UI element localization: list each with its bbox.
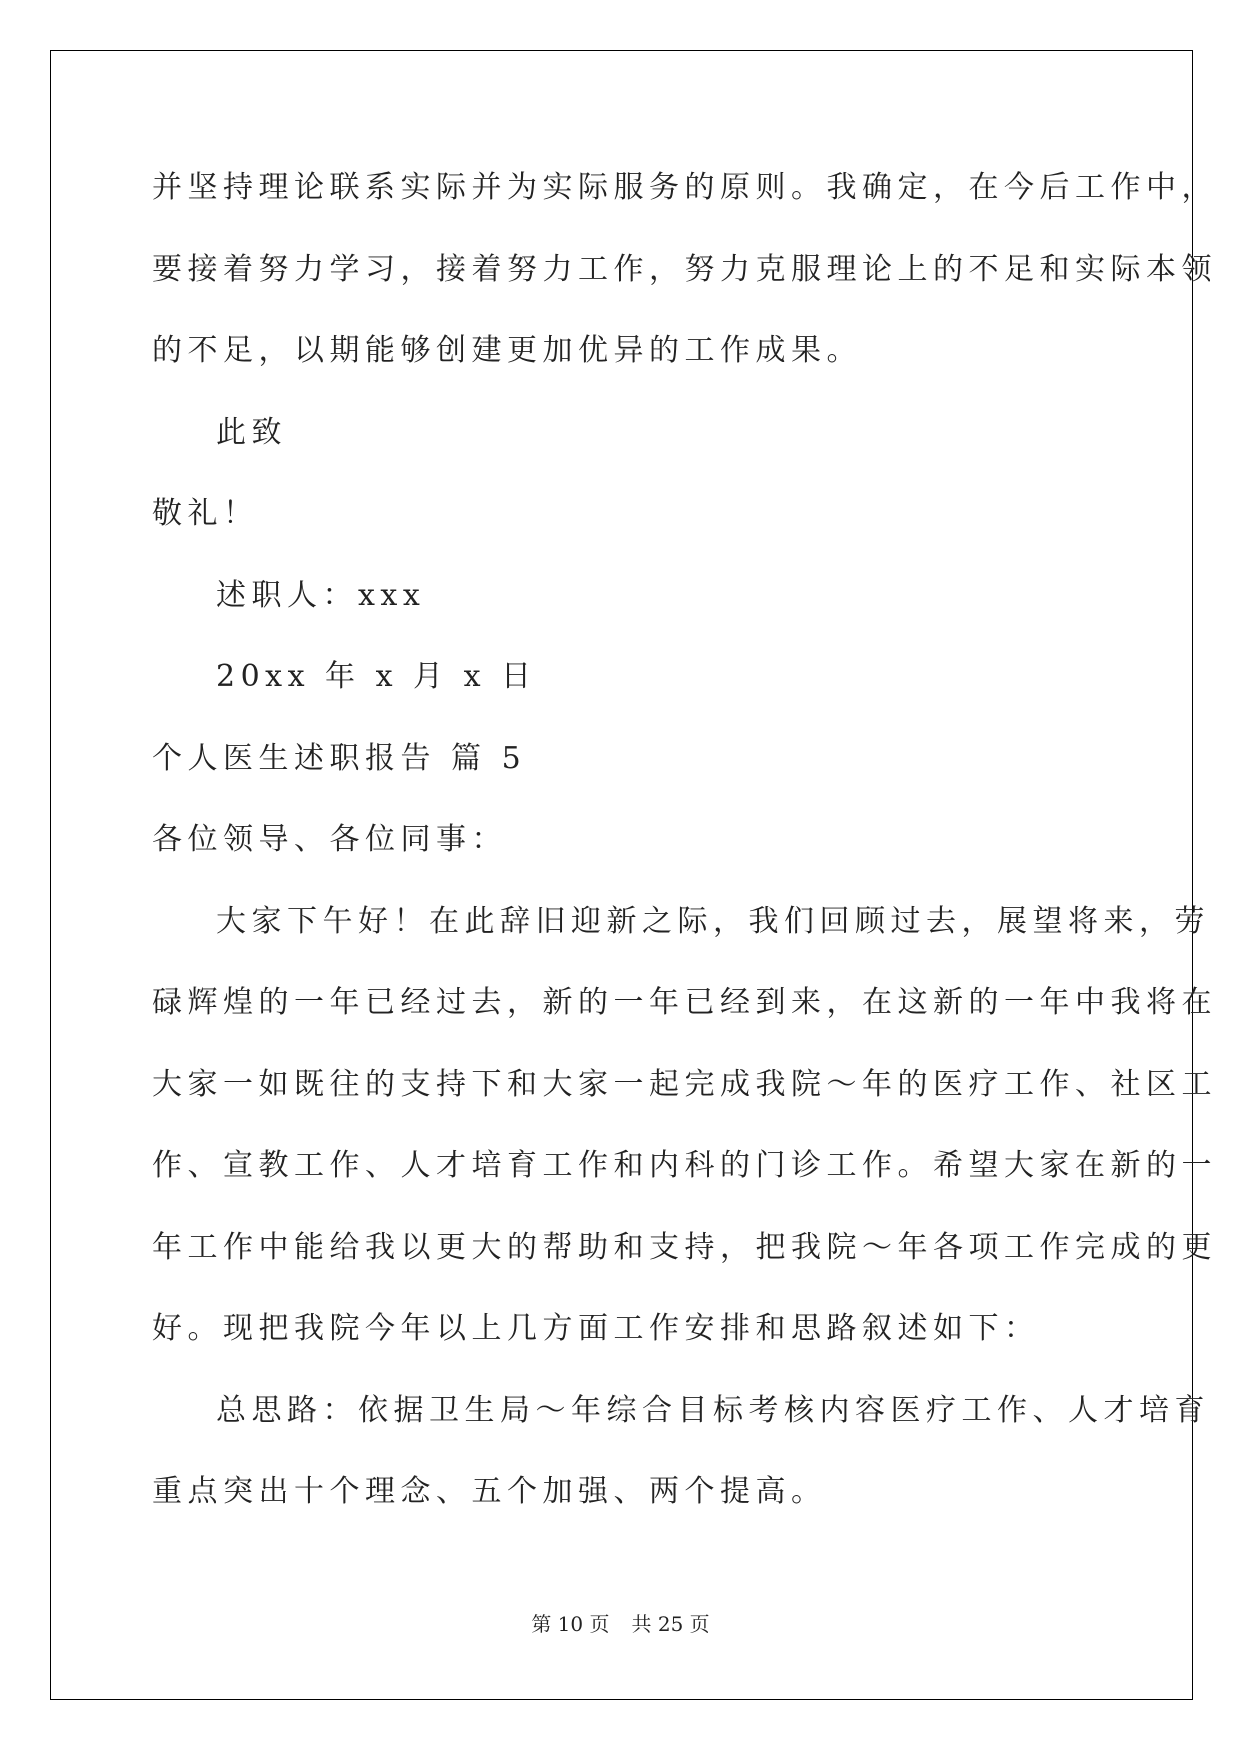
body-line: 作、宣教工作、人才培育工作和内科的门诊工作。希望大家在新的一 [152,1148,1217,1183]
closing-salutation: 此致 [216,414,287,450]
greeting-line: 各位领导、各位同事： [152,822,507,857]
date-line: 20xx 年 x 月 x 日 [216,659,537,694]
body-line: 的不足，以期能够创建更加优异的工作成果。 [152,333,862,368]
body-line: 重点突出十个理念、五个加强、两个提高。 [152,1474,827,1509]
body-line: 总思路：依据卫生局～年综合目标考核内容医疗工作、人才培育 [216,1392,1210,1428]
body-line: 要接着努力学习，接着努力工作，努力克服理论上的不足和实际本领 [152,251,1217,287]
closing-respect: 敬礼！ [152,496,259,531]
body-line: 并坚持理论联系实际并为实际服务的原则。我确定，在今后工作中， [152,170,1217,205]
signature-line: 述职人：xxx [216,577,426,613]
body-line: 好。现把我院今年以上几方面工作安排和思路叙述如下： [152,1311,1040,1346]
page-number: 第 10 页 [531,1612,610,1636]
page-total: 共 25 页 [631,1612,710,1636]
section-title: 个人医生述职报告 篇 5 [152,740,527,776]
page-footer [0,1608,1241,1637]
body-line: 碌辉煌的一年已经过去，新的一年已经到来，在这新的一年中我将在 [152,985,1217,1020]
body-line: 年工作中能给我以更大的帮助和支持，把我院～年各项工作完成的更 [152,1229,1217,1265]
body-line: 大家下午好！在此辞旧迎新之际，我们回顾过去，展望将来，劳 [216,903,1210,939]
body-line: 大家一如既往的支持下和大家一起完成我院～年的医疗工作、社区工 [152,1066,1217,1102]
document-body [152,165,1217,1551]
